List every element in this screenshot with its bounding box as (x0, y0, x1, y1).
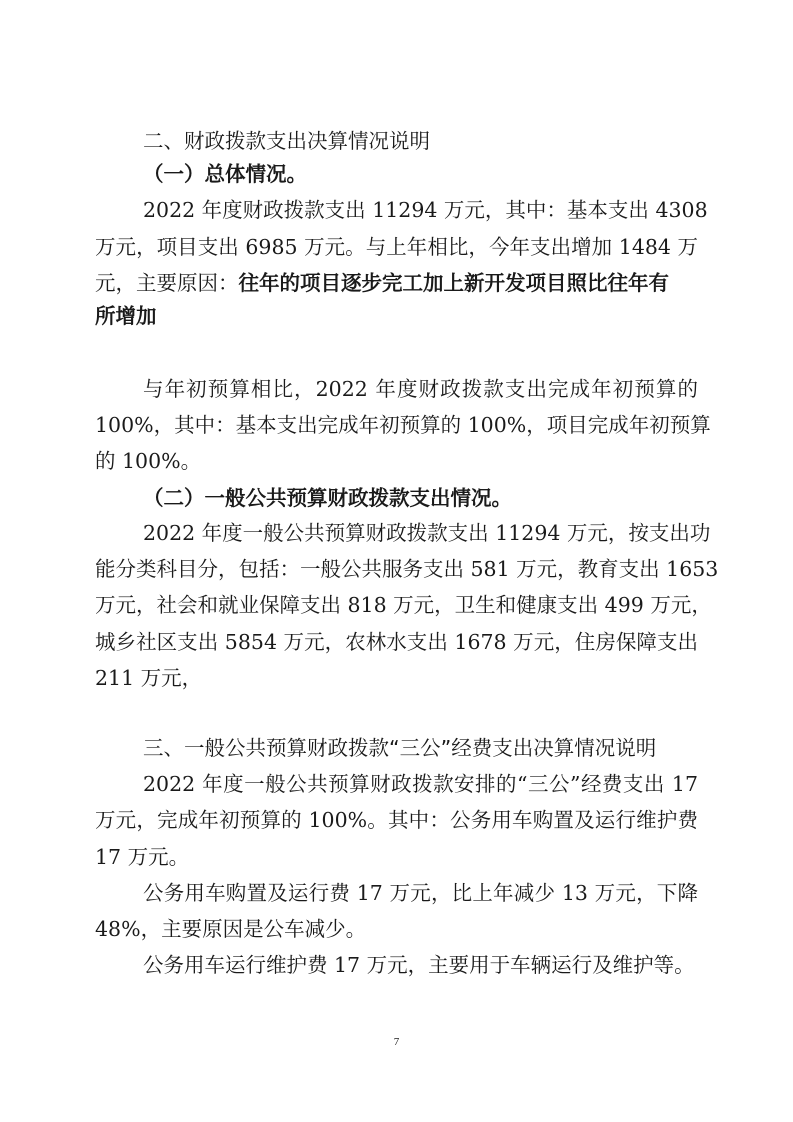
paragraph-line: 公务用车购置及运行费 17 万元，比上年减少 13 万元，下降 (143, 881, 698, 905)
paragraph-line: 城乡社区支出 5854 万元，农林水支出 1678 万元，住房保障支出 (95, 630, 698, 654)
section-heading: 三、一般公共预算财政拨款“三公”经费支出决算情况说明 (143, 736, 657, 760)
emphasized-text: 所增加 (95, 304, 157, 328)
paragraph-line: 万元，完成年初预算的 100%。其中：公务用车购置及运行维护费 (95, 808, 698, 832)
paragraph-line (95, 269, 698, 297)
paragraph-line: 2022 年度财政拨款支出 11294 万元，其中：基本支出 4308 (143, 198, 708, 222)
paragraph-line: 17 万元。 (95, 845, 190, 869)
subsection-heading: （一）总体情况。 (143, 162, 307, 186)
section-heading: 二、财政拨款支出决算情况说明 (143, 129, 430, 153)
paragraph-line: 48%，主要原因是公车减少。 (95, 917, 367, 941)
emphasized-text: 往年的项目逐步完工加上新开发项目照比往年有 (238, 271, 669, 295)
paragraph-line: 2022 年度一般公共预算财政拨款支出 11294 万元，按支出功 (143, 521, 711, 545)
paragraph-line: 与年初预算相比，2022 年度财政拨款支出完成年初预算的 (143, 377, 698, 401)
paragraph-line: 100%，其中：基本支出完成年初预算的 100%，项目完成年初预算 (95, 413, 711, 437)
paragraph-line: 万元，社会和就业保障支出 818 万元，卫生和健康支出 499 万元， (95, 593, 712, 617)
paragraph-line: 公务用车运行维护费 17 万元，主要用于车辆运行及维护等。 (143, 953, 695, 977)
paragraph-line: 万元，项目支出 6985 万元。与上年相比，今年支出增加 1484 万 (95, 235, 698, 259)
page-number: 7 (393, 1036, 400, 1048)
paragraph-line: 的 100%。 (95, 449, 202, 473)
paragraph-line: 211 万元， (95, 666, 203, 690)
paragraph-line: 能分类科目分，包括：一般公共服务支出 581 万元，教育支出 1653 (95, 557, 719, 581)
paragraph-text: 元，主要原因： (95, 271, 239, 295)
paragraph-line: 2022 年度一般公共预算财政拨款安排的“三公”经费支出 17 (143, 772, 698, 796)
subsection-heading: （二）一般公共预算财政拨款支出情况。 (143, 486, 512, 510)
